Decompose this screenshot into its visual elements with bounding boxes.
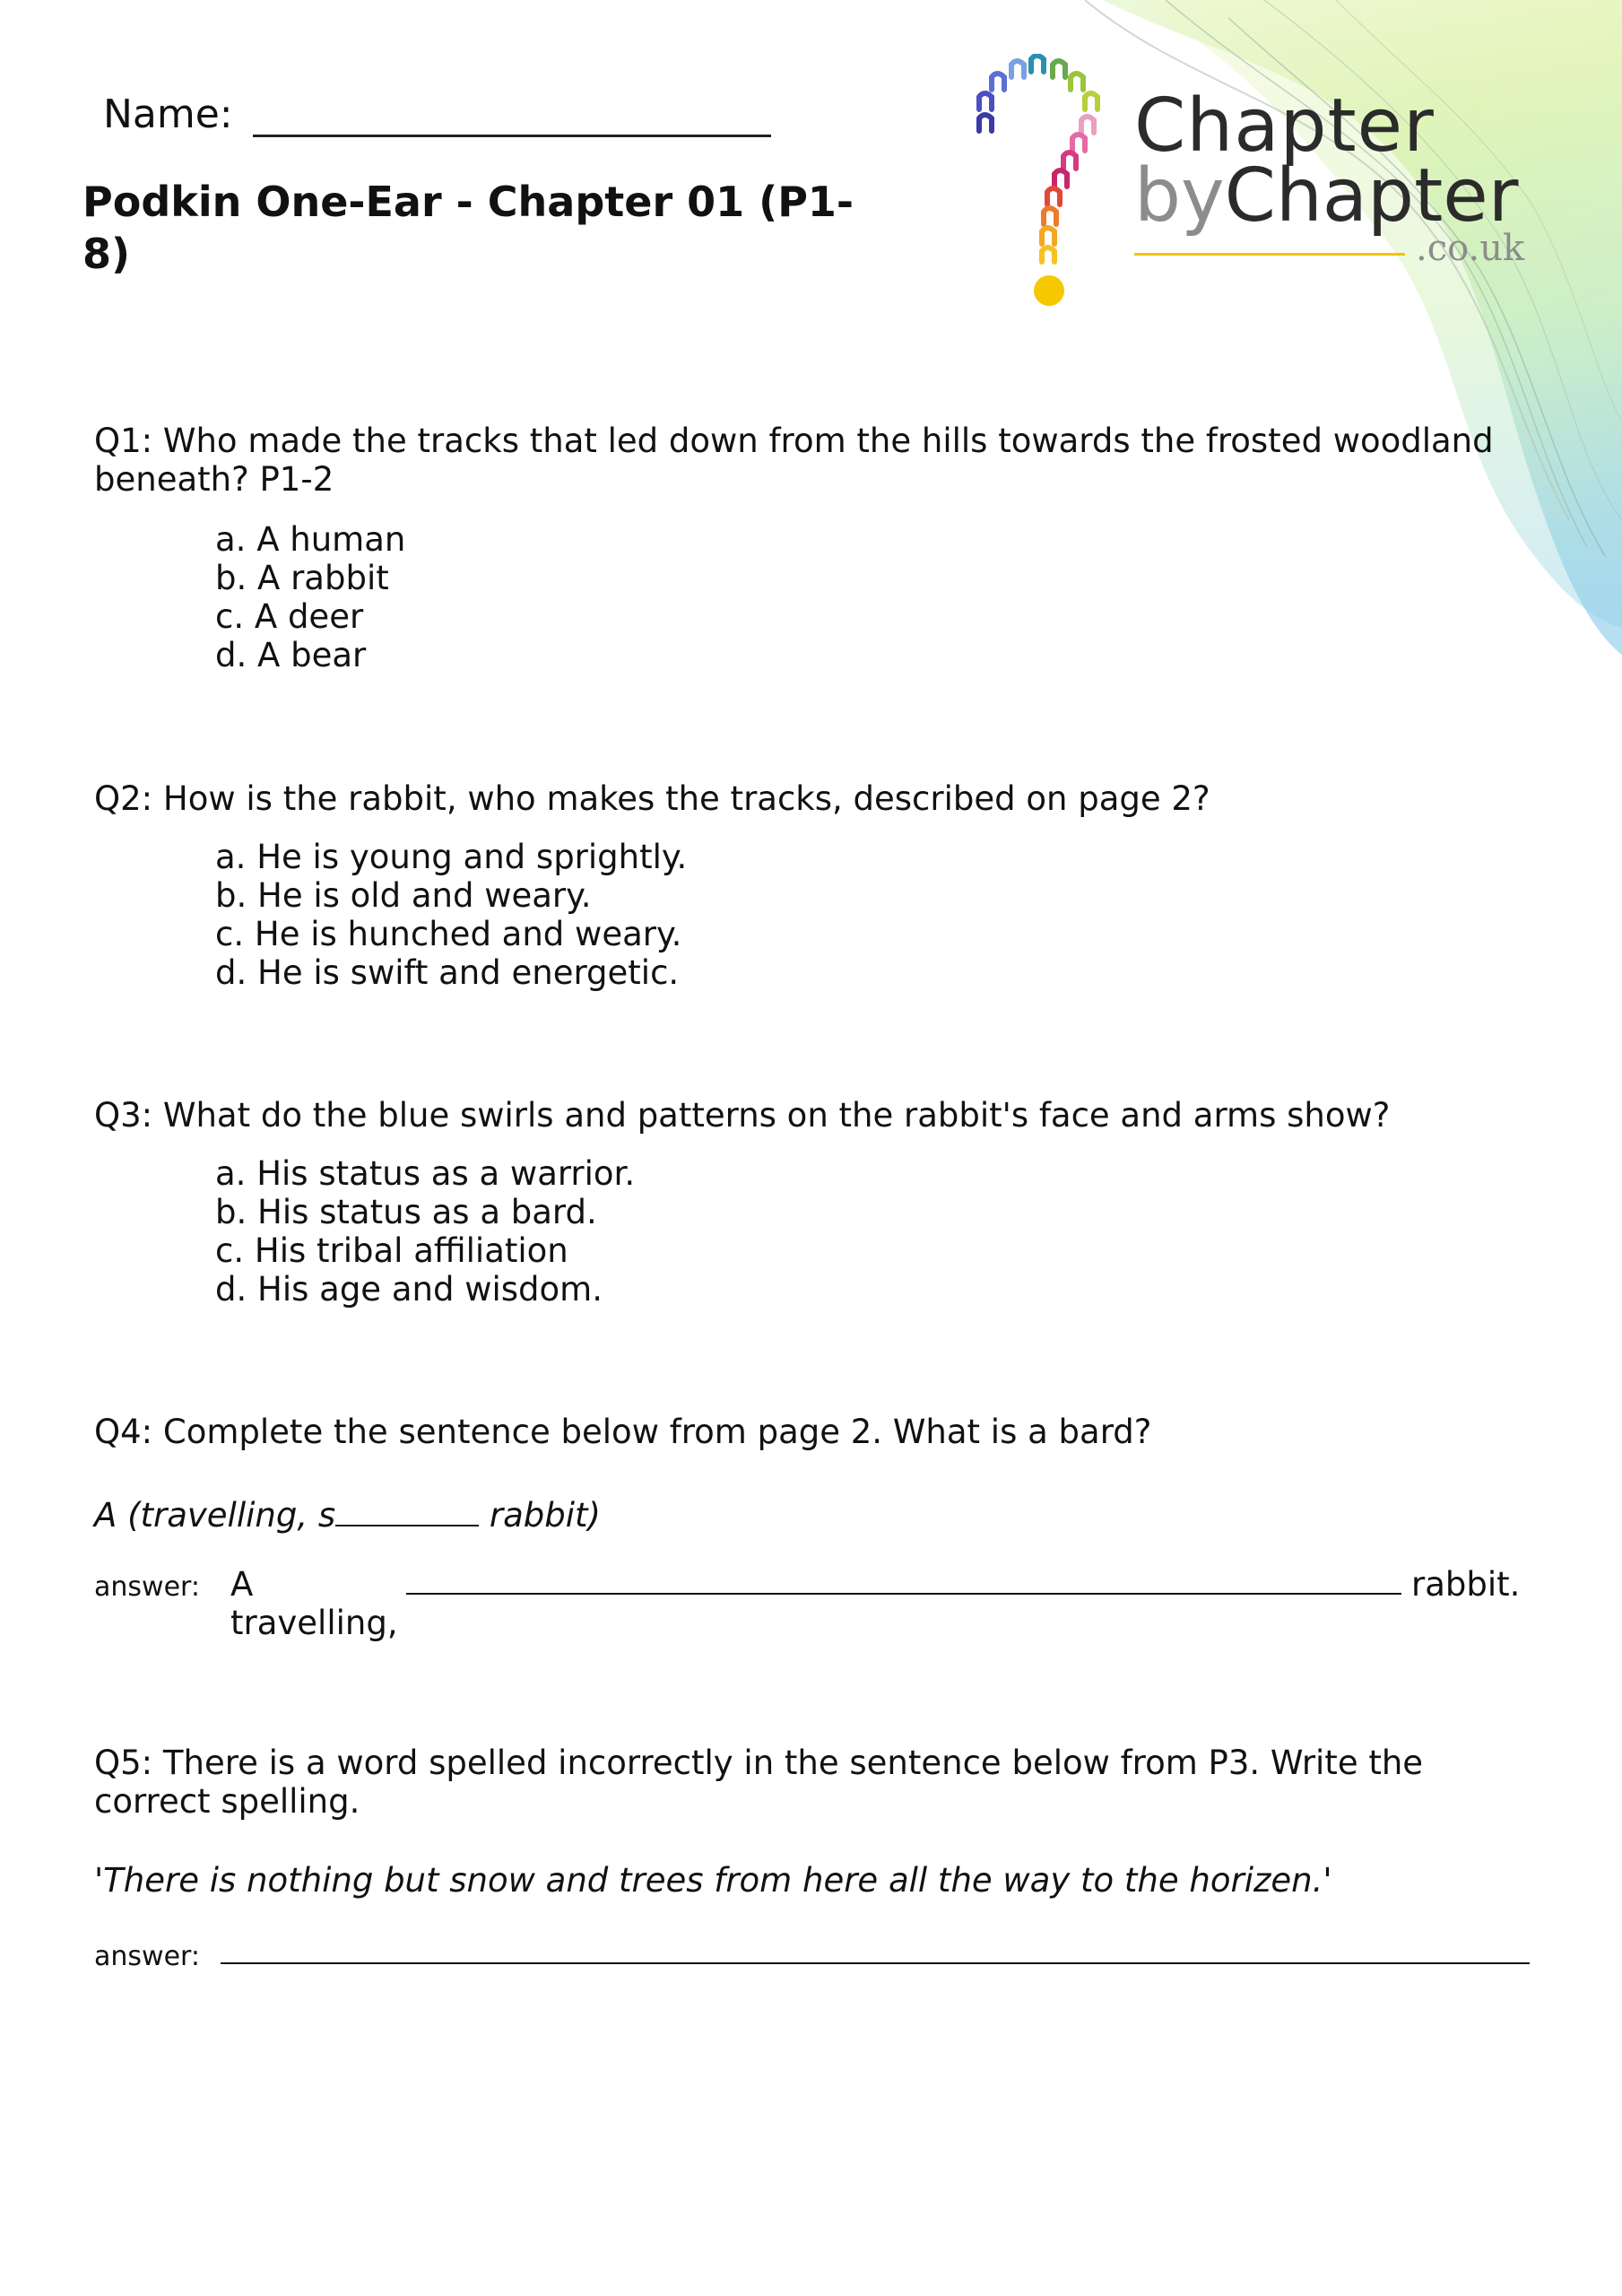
logo-question-mark-icon [967,54,1119,314]
logo-chapter-text: Chapter [1134,83,1435,169]
question-3: Q3: What do the blue swirls and patterns on the rabbit's face and arms show? [94,1096,1391,1135]
question-4: Q4: Complete the sentence below from page 2. What is a bard? [94,1413,1152,1451]
prompt-blank [335,1492,479,1526]
question-2: Q2: How is the rabbit, who makes the tracks, described on page 2? [94,779,1210,818]
prompt-before: A (travelling, s [94,1496,336,1535]
question-5: Q5: There is a word spelled incorrectly in the sentence below from P3. Write the correct spelling. [94,1744,1424,1821]
name-field [103,90,771,137]
name-blank-line[interactable] [253,90,771,137]
question-3-options [215,1154,635,1309]
option-c[interactable]: c. His tribal affiliation [215,1231,568,1270]
option-c[interactable]: c. A deer [215,597,364,636]
answer-line-q5[interactable] [221,1962,1530,1964]
logo-by-text: by [1134,153,1225,239]
question-1-options [215,520,405,674]
answer-label: answer: [94,1571,200,1603]
option-d[interactable]: d. A bear [215,636,367,674]
option-d[interactable]: d. He is swift and energetic. [215,953,680,992]
logo-wordmark [1134,83,1525,269]
option-d[interactable]: d. His age and wisdom. [215,1270,603,1309]
option-b[interactable]: b. His status as a bard. [215,1193,597,1231]
question-1: Q1: Who made the tracks that led down from the hills towards the frosted woodland beneath? P1-2 [94,422,1494,499]
logo-bychapter-text [1134,153,1520,239]
answer-prefix-a: A [230,1565,254,1604]
question-4-prompt [94,1492,601,1535]
answer-label: answer: [94,1941,200,1972]
answer-prefix-travelling: travelling, [230,1604,398,1642]
logo-domain-row [1134,228,1525,269]
question-5-quote: 'There is nothing but snow and trees from here all the way to the horizen.' [94,1861,1332,1900]
worksheet-title: Podkin One-Ear - Chapter 01 (P1-8) [82,178,854,278]
option-a[interactable]: a. A human [215,520,406,559]
answer-suffix: rabbit. [1411,1565,1521,1604]
answer-line-q4[interactable] [406,1593,1401,1595]
option-c[interactable]: c. He is hunched and weary. [215,915,682,953]
logo-domain-text: .co.uk [1416,228,1525,269]
option-b[interactable]: b. A rabbit [215,559,389,597]
question-2-options [215,838,687,992]
prompt-after: rabbit) [479,1496,601,1535]
logo-chapter2-text: Chapter [1224,153,1519,239]
name-label: Name: [103,91,233,137]
logo-underline [1134,253,1405,256]
option-a[interactable]: a. He is young and sprightly. [215,838,688,876]
option-a[interactable]: a. His status as a warrior. [215,1154,636,1193]
option-b[interactable]: b. He is old and weary. [215,876,592,915]
